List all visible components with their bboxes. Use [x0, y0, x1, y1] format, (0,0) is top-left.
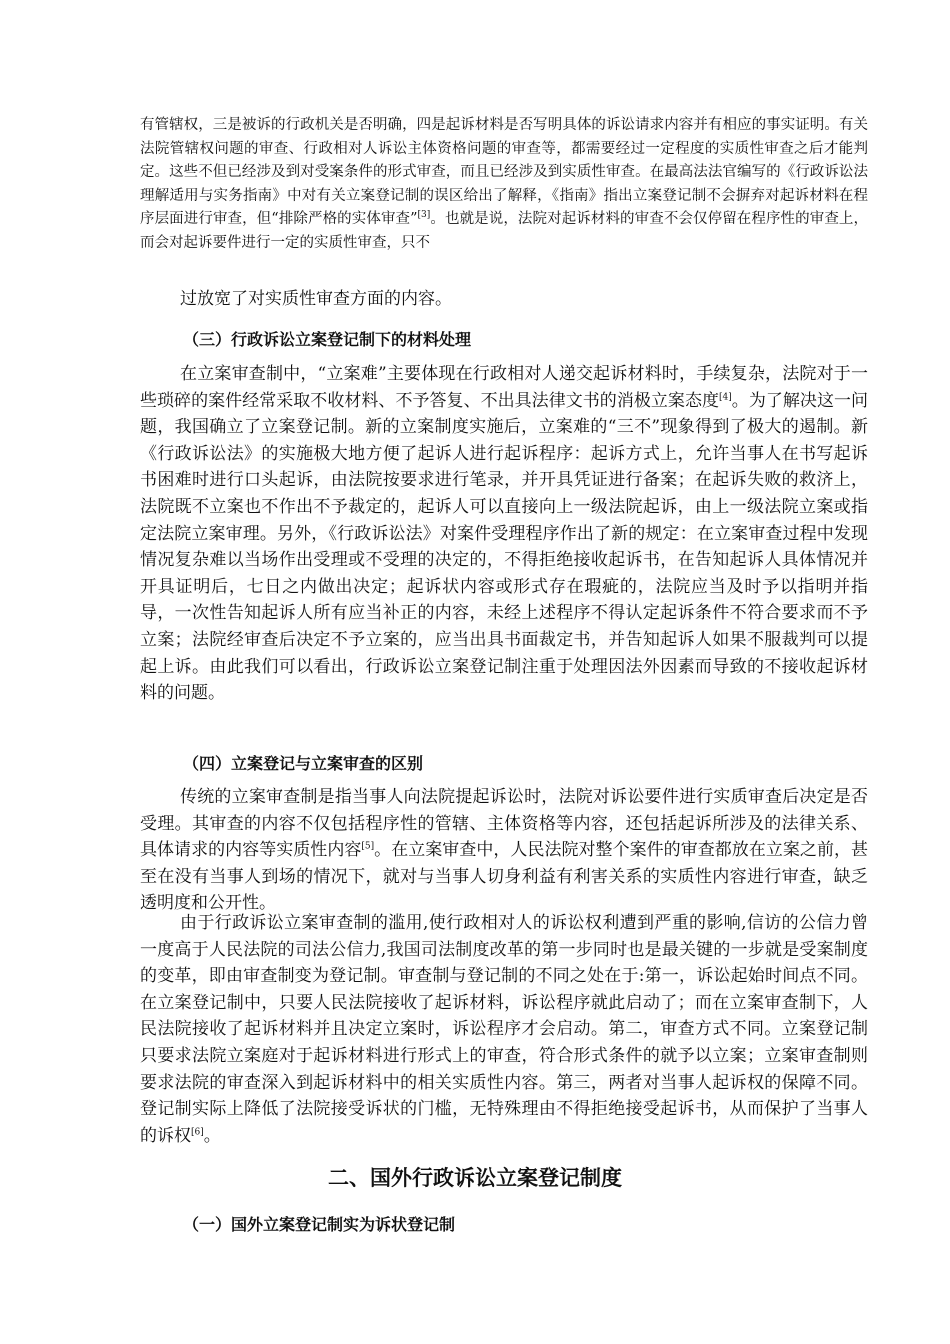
paragraph-continued — [140, 114, 868, 255]
paragraph-text: 过放宽了对实质性审查方面的内容。 — [180, 289, 452, 309]
paragraph-text: 。也就是说，法院对起诉材料的审查不会仅停留在程序性的审查上，而会对起诉要件进行一定的实质性审查，只不 — [140, 211, 869, 251]
citation-ref: [6] — [191, 1127, 204, 1138]
paragraph-text: 。为了解决这一问题，我国确立了立案登记制。新的立案制度实施后，立案难的“三不”现象得到了极大的遏制。新《行政诉讼法》的实施极大地方便了起诉人进行起诉程序：起诉方式上，允许当事人在书写起诉书困难时进行口头起诉，由法院按要求进行笔录，并开具凭证进行备案；在起诉失败的救济上，法院既不立案也不作出不予裁定的，起诉人可以直接向上一级法院起诉，由上一级法院立案或指定法院立案审理。另外，《行政诉讼法》对案件受理程序作出了新的规定：在立案审查过程中发现情况复杂难以当场作出受理或不受理的决定的，不得拒绝接收起诉书，在告知起诉人具体情况并开具证明后，七日之内做出决定；起诉状内容或形式存在瑕疵的，法院应当及时予以指明并指导，一次性告知起诉人所有应当补正的内容，未经上述程序不得认定起诉条件不符合要求而不予立案；法院经审查后决定不予立案的，应当出具书面裁定书，并告知起诉人如果不服裁判可以提起上诉。由此我们可以看出，行政诉讼立案登记制注重于处理因法外因素而导致的不接收起诉材料的问题。 — [140, 390, 869, 704]
paragraph — [140, 361, 868, 707]
section-heading-3: （三）行政诉讼立案登记制下的材料处理 — [183, 330, 472, 349]
paragraph-text: 由于行政诉讼立案审查制的滥用,使行政相对人的诉讼权利遭到严重的影响,信访的公信力曾一度高于人民法院的司法公信力,我国司法制度改革的第一步同时也是最关键的一步就是受案制度的变革，即由审查制变为登记制。审查制与登记制的不同之处在于:第一，诉讼起始时间点不同。在立案登记制中，只要人民法院接收了起诉材料，诉讼程序就此启动了；而在立案审查制下，人民法院接收了起诉材料并且决定立案时，诉讼程序才会启动。第二，审查方式不同。立案登记制只要求法院立案庭对于起诉材料进行形式上的审查，符合形式条件的就予以立案；立案审查制则要求法院的审查深入到起诉材料中的相关实质性内容。第三，两者对当事人起诉权的保障不同。登记制实际上降低了法院接受诉状的门槛，无特殊理由不得拒绝接受起诉书，从而保护了当事人的诉权 — [140, 913, 868, 1146]
paragraph — [140, 784, 868, 917]
paragraph-fragment — [140, 286, 868, 313]
citation-ref: [4] — [719, 391, 732, 402]
paragraph-text: 传统的立案审查制是指当事人向法院提起诉讼时，法院对诉讼要件进行实质审查后决定是否受理。其审查的内容不仅包括程序性的管辖、主体资格等内容，还包括起诉所涉及的法律关系、具体请求的内容等实质性内容 — [140, 787, 868, 861]
citation-ref: [3] — [417, 210, 431, 221]
paragraph-text: 。在立案审查中，人民法院对整个案件的审查都放在立案之前，甚至在没有当事人到场的情况下，就对与当事人切身利益有利害关系的实质性内容进行审查，缺乏透明度和公开性。 — [140, 840, 869, 914]
section-heading-4: （四）立案登记与立案审查的区别 — [183, 754, 424, 773]
paragraph-text: 。 — [203, 1125, 221, 1146]
section-heading-1: （一）国外立案登记制实为诉状登记制 — [183, 1215, 456, 1234]
chapter-heading: 二、国外行政诉讼立案登记制度 — [328, 1166, 622, 1190]
citation-ref: [5] — [361, 841, 375, 852]
paragraph-text: 在立案审查制中，“立案难”主要体现在行政相对人递交起诉材料时，手续复杂，法院对于一些琐碎的案件经常采取不收材料、不予答复、不出具法律文书的消极立案态度 — [140, 364, 868, 411]
paragraph-text: 有管辖权，三是被诉的行政机关是否明确，四是起诉材料是否写明具体的诉讼请求内容并有相应的事实证明。有关法院管辖权问题的审查、行政相对人诉讼主体资格问题的审查等，都需要经过一定程度的实质性审查之后才能判定。这些不但已经涉及到对受案条件的形式审查，而且已经涉及到实质性审查。在最高法法官编写的《行政诉讼法理解适用与实务指南》中对有关立案登记制的误区给出了解释，《指南》指出立案登记制不会摒弃对起诉材料在程序层面进行审查，但“排除严格的实体审查” — [140, 117, 868, 227]
paragraph — [140, 910, 868, 1149]
